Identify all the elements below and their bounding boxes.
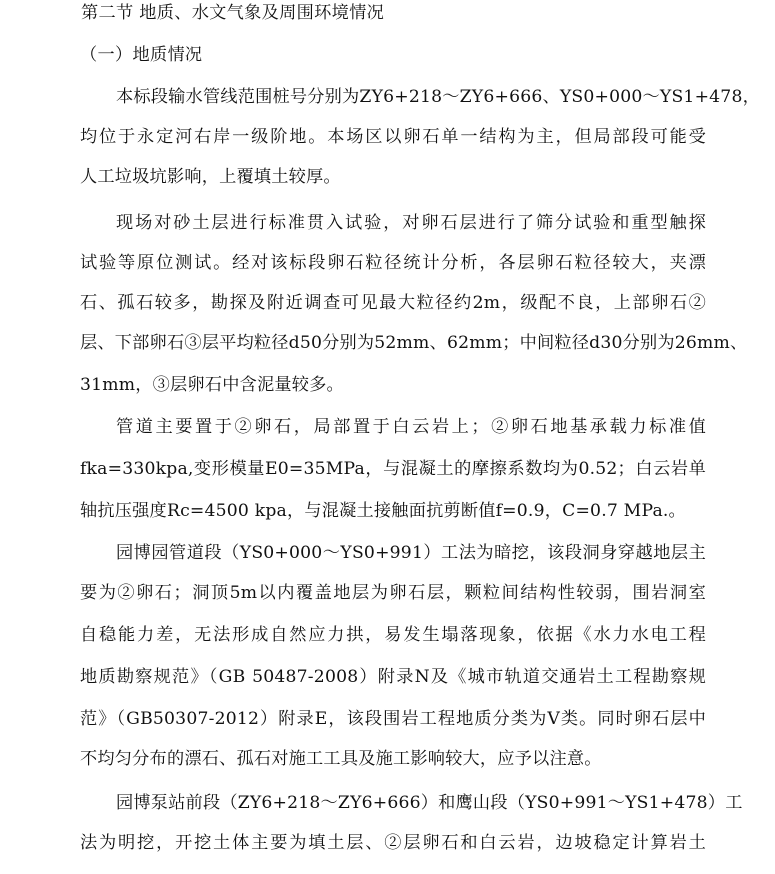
paragraph-line: 本标段输水管线范围桩号分别为ZY6+218～ZY6+666、YS0+000～YS1+478， <box>116 87 760 107</box>
section-heading: 第二节 地质、水文气象及周围环境情况 <box>81 3 385 23</box>
paragraph-line: 31mm，③层卵石中含泥量较多。 <box>80 375 344 395</box>
paragraph-line: 均位于永定河右岸一级阶地。本场区以卵石单一结构为主，但局部段可能受 <box>80 127 706 147</box>
paragraph-line: 人工垃圾坑影响，上覆填土较厚。 <box>80 167 341 187</box>
paragraph-line: 园博泵站前段（ZY6+218～ZY6+666）和鹰山段（YS0+991～YS1+478）工 <box>116 793 743 813</box>
paragraph-line: 管道主要置于②卵石，局部置于白云岩上；②卵石地基承载力标准值 <box>116 417 706 437</box>
paragraph-line: 现场对砂土层进行标准贯入试验，对卵石层进行了筛分试验和重型触探 <box>116 213 706 233</box>
paragraph-line: 试验等原位测试。经对该标段卵石粒径统计分析，各层卵石粒径较大，夹漂 <box>80 253 706 273</box>
subsection-heading: （一）地质情况 <box>80 45 203 65</box>
paragraph-line: 石、孤石较多，勘探及附近调查可见最大粒径约2m，级配不良，上部卵石② <box>80 293 706 313</box>
paragraph-line: 层、下部卵石③层平均粒径d50分别为52mm、62mm；中间粒径d30分别为26mm、 <box>80 333 748 353</box>
paragraph-line: 不均匀分布的漂石、孤石对施工工具及施工影响较大，应予以注意。 <box>80 749 602 769</box>
paragraph-line: 园博园管道段（YS0+000～YS0+991）工法为暗挖，该段洞身穿越地层主 <box>116 543 706 563</box>
paragraph-line: 轴抗压强度Rc=4500 kpa，与混凝土接触面抗剪断值f=0.9，C=0.7 MPa.。 <box>80 501 686 521</box>
paragraph-line: 法为明挖，开挖土体主要为填土层、②层卵石和白云岩，边坡稳定计算岩土 <box>80 833 706 853</box>
paragraph-line: 自稳能力差，无法形成自然应力拱，易发生塌落现象，依据《水力水电工程 <box>80 625 706 645</box>
paragraph-line: 要为②卵石；洞顶5m以内覆盖地层为卵石层，颗粒间结构性较弱，围岩洞室 <box>80 583 706 603</box>
paragraph-line: fka=330kpa,变形模量E0=35MPa，与混凝土的摩擦系数均为0.52；白云岩单 <box>80 459 706 479</box>
paragraph-line: 范》（GB50307-2012）附录E，该段围岩工程地质分类为Ⅴ类。同时卵石层中 <box>80 709 706 729</box>
paragraph-line: 地质勘察规范》（GB 50487-2008）附录N及《城市轨道交通岩土工程勘察规 <box>80 667 706 687</box>
